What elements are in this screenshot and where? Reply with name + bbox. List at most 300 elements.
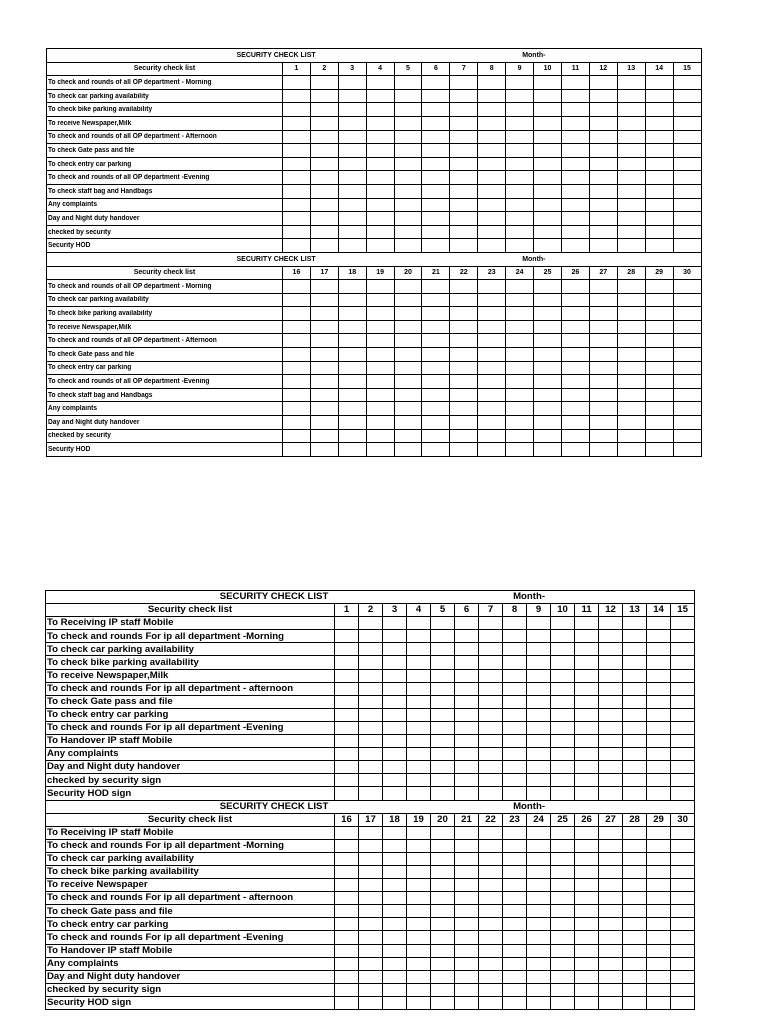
check-cell[interactable] bbox=[589, 198, 617, 212]
check-cell[interactable] bbox=[422, 375, 450, 389]
check-cell[interactable] bbox=[623, 617, 647, 630]
check-cell[interactable] bbox=[623, 918, 647, 931]
check-cell[interactable] bbox=[623, 748, 647, 761]
check-cell[interactable] bbox=[383, 983, 407, 996]
check-cell[interactable] bbox=[338, 429, 366, 443]
check-cell[interactable] bbox=[422, 171, 450, 185]
check-cell[interactable] bbox=[589, 416, 617, 430]
check-cell[interactable] bbox=[479, 996, 503, 1009]
check-cell[interactable] bbox=[575, 630, 599, 643]
check-cell[interactable] bbox=[551, 957, 575, 970]
check-cell[interactable] bbox=[589, 388, 617, 402]
check-cell[interactable] bbox=[394, 212, 422, 226]
check-cell[interactable] bbox=[310, 388, 338, 402]
check-cell[interactable] bbox=[671, 787, 695, 800]
check-cell[interactable] bbox=[534, 348, 562, 362]
check-cell[interactable] bbox=[394, 157, 422, 171]
check-cell[interactable] bbox=[599, 695, 623, 708]
check-cell[interactable] bbox=[506, 198, 534, 212]
check-cell[interactable] bbox=[283, 89, 311, 103]
check-cell[interactable] bbox=[310, 198, 338, 212]
check-cell[interactable] bbox=[335, 617, 359, 630]
check-cell[interactable] bbox=[310, 280, 338, 294]
check-cell[interactable] bbox=[589, 116, 617, 130]
check-cell[interactable] bbox=[645, 429, 673, 443]
check-cell[interactable] bbox=[503, 996, 527, 1009]
check-cell[interactable] bbox=[431, 918, 455, 931]
check-cell[interactable] bbox=[383, 918, 407, 931]
check-cell[interactable] bbox=[647, 787, 671, 800]
check-cell[interactable] bbox=[283, 348, 311, 362]
check-cell[interactable] bbox=[623, 996, 647, 1009]
check-cell[interactable] bbox=[366, 116, 394, 130]
check-cell[interactable] bbox=[479, 721, 503, 734]
check-cell[interactable] bbox=[551, 774, 575, 787]
check-cell[interactable] bbox=[283, 402, 311, 416]
check-cell[interactable] bbox=[589, 239, 617, 253]
check-cell[interactable] bbox=[394, 76, 422, 90]
check-cell[interactable] bbox=[599, 826, 623, 839]
check-cell[interactable] bbox=[422, 307, 450, 321]
check-cell[interactable] bbox=[359, 839, 383, 852]
check-cell[interactable] bbox=[383, 695, 407, 708]
check-cell[interactable] bbox=[645, 184, 673, 198]
check-cell[interactable] bbox=[310, 184, 338, 198]
check-cell[interactable] bbox=[647, 643, 671, 656]
check-cell[interactable] bbox=[359, 656, 383, 669]
check-cell[interactable] bbox=[383, 944, 407, 957]
check-cell[interactable] bbox=[534, 144, 562, 158]
check-cell[interactable] bbox=[534, 89, 562, 103]
check-cell[interactable] bbox=[575, 983, 599, 996]
check-cell[interactable] bbox=[534, 334, 562, 348]
check-cell[interactable] bbox=[394, 307, 422, 321]
check-cell[interactable] bbox=[617, 198, 645, 212]
check-cell[interactable] bbox=[623, 643, 647, 656]
check-cell[interactable] bbox=[431, 721, 455, 734]
check-cell[interactable] bbox=[671, 865, 695, 878]
check-cell[interactable] bbox=[623, 669, 647, 682]
check-cell[interactable] bbox=[338, 171, 366, 185]
check-cell[interactable] bbox=[575, 931, 599, 944]
check-cell[interactable] bbox=[383, 826, 407, 839]
check-cell[interactable] bbox=[422, 144, 450, 158]
check-cell[interactable] bbox=[283, 293, 311, 307]
check-cell[interactable] bbox=[431, 656, 455, 669]
check-cell[interactable] bbox=[407, 983, 431, 996]
check-cell[interactable] bbox=[283, 116, 311, 130]
check-cell[interactable] bbox=[617, 375, 645, 389]
check-cell[interactable] bbox=[671, 721, 695, 734]
check-cell[interactable] bbox=[359, 892, 383, 905]
check-cell[interactable] bbox=[479, 970, 503, 983]
check-cell[interactable] bbox=[551, 918, 575, 931]
check-cell[interactable] bbox=[561, 239, 589, 253]
check-cell[interactable] bbox=[503, 879, 527, 892]
check-cell[interactable] bbox=[589, 280, 617, 294]
check-cell[interactable] bbox=[450, 388, 478, 402]
check-cell[interactable] bbox=[599, 852, 623, 865]
check-cell[interactable] bbox=[503, 721, 527, 734]
check-cell[interactable] bbox=[645, 76, 673, 90]
check-cell[interactable] bbox=[422, 361, 450, 375]
check-cell[interactable] bbox=[431, 682, 455, 695]
check-cell[interactable] bbox=[503, 682, 527, 695]
check-cell[interactable] bbox=[589, 212, 617, 226]
check-cell[interactable] bbox=[407, 787, 431, 800]
check-cell[interactable] bbox=[422, 76, 450, 90]
check-cell[interactable] bbox=[450, 320, 478, 334]
check-cell[interactable] bbox=[623, 970, 647, 983]
check-cell[interactable] bbox=[527, 944, 551, 957]
check-cell[interactable] bbox=[671, 970, 695, 983]
check-cell[interactable] bbox=[617, 320, 645, 334]
check-cell[interactable] bbox=[647, 761, 671, 774]
check-cell[interactable] bbox=[383, 761, 407, 774]
check-cell[interactable] bbox=[527, 957, 551, 970]
check-cell[interactable] bbox=[310, 375, 338, 389]
check-cell[interactable] bbox=[335, 931, 359, 944]
check-cell[interactable] bbox=[551, 708, 575, 721]
check-cell[interactable] bbox=[645, 225, 673, 239]
check-cell[interactable] bbox=[335, 957, 359, 970]
check-cell[interactable] bbox=[310, 443, 338, 457]
check-cell[interactable] bbox=[407, 682, 431, 695]
check-cell[interactable] bbox=[407, 905, 431, 918]
check-cell[interactable] bbox=[617, 388, 645, 402]
check-cell[interactable] bbox=[551, 682, 575, 695]
check-cell[interactable] bbox=[478, 116, 506, 130]
check-cell[interactable] bbox=[673, 198, 701, 212]
check-cell[interactable] bbox=[366, 416, 394, 430]
check-cell[interactable] bbox=[617, 307, 645, 321]
check-cell[interactable] bbox=[335, 774, 359, 787]
check-cell[interactable] bbox=[671, 748, 695, 761]
check-cell[interactable] bbox=[647, 630, 671, 643]
check-cell[interactable] bbox=[359, 761, 383, 774]
check-cell[interactable] bbox=[478, 280, 506, 294]
check-cell[interactable] bbox=[506, 239, 534, 253]
check-cell[interactable] bbox=[673, 184, 701, 198]
check-cell[interactable] bbox=[431, 865, 455, 878]
check-cell[interactable] bbox=[503, 630, 527, 643]
check-cell[interactable] bbox=[478, 239, 506, 253]
check-cell[interactable] bbox=[478, 130, 506, 144]
check-cell[interactable] bbox=[407, 774, 431, 787]
check-cell[interactable] bbox=[283, 76, 311, 90]
check-cell[interactable] bbox=[623, 983, 647, 996]
check-cell[interactable] bbox=[673, 429, 701, 443]
check-cell[interactable] bbox=[422, 198, 450, 212]
check-cell[interactable] bbox=[647, 708, 671, 721]
check-cell[interactable] bbox=[455, 970, 479, 983]
check-cell[interactable] bbox=[617, 239, 645, 253]
check-cell[interactable] bbox=[366, 334, 394, 348]
check-cell[interactable] bbox=[647, 682, 671, 695]
check-cell[interactable] bbox=[431, 931, 455, 944]
check-cell[interactable] bbox=[422, 402, 450, 416]
check-cell[interactable] bbox=[359, 721, 383, 734]
check-cell[interactable] bbox=[623, 721, 647, 734]
check-cell[interactable] bbox=[359, 617, 383, 630]
check-cell[interactable] bbox=[478, 212, 506, 226]
check-cell[interactable] bbox=[623, 852, 647, 865]
check-cell[interactable] bbox=[335, 944, 359, 957]
check-cell[interactable] bbox=[534, 320, 562, 334]
check-cell[interactable] bbox=[366, 375, 394, 389]
check-cell[interactable] bbox=[335, 630, 359, 643]
check-cell[interactable] bbox=[431, 617, 455, 630]
check-cell[interactable] bbox=[383, 617, 407, 630]
check-cell[interactable] bbox=[647, 617, 671, 630]
check-cell[interactable] bbox=[478, 334, 506, 348]
check-cell[interactable] bbox=[407, 748, 431, 761]
check-cell[interactable] bbox=[366, 293, 394, 307]
check-cell[interactable] bbox=[335, 918, 359, 931]
check-cell[interactable] bbox=[527, 839, 551, 852]
check-cell[interactable] bbox=[506, 212, 534, 226]
check-cell[interactable] bbox=[575, 708, 599, 721]
check-cell[interactable] bbox=[599, 735, 623, 748]
check-cell[interactable] bbox=[503, 787, 527, 800]
check-cell[interactable] bbox=[335, 996, 359, 1009]
check-cell[interactable] bbox=[534, 402, 562, 416]
check-cell[interactable] bbox=[394, 361, 422, 375]
check-cell[interactable] bbox=[335, 643, 359, 656]
check-cell[interactable] bbox=[359, 996, 383, 1009]
check-cell[interactable] bbox=[589, 144, 617, 158]
check-cell[interactable] bbox=[479, 852, 503, 865]
check-cell[interactable] bbox=[534, 280, 562, 294]
check-cell[interactable] bbox=[450, 375, 478, 389]
check-cell[interactable] bbox=[506, 76, 534, 90]
check-cell[interactable] bbox=[671, 761, 695, 774]
check-cell[interactable] bbox=[478, 375, 506, 389]
check-cell[interactable] bbox=[589, 348, 617, 362]
check-cell[interactable] bbox=[617, 130, 645, 144]
check-cell[interactable] bbox=[450, 334, 478, 348]
check-cell[interactable] bbox=[671, 957, 695, 970]
check-cell[interactable] bbox=[366, 239, 394, 253]
check-cell[interactable] bbox=[422, 416, 450, 430]
check-cell[interactable] bbox=[310, 89, 338, 103]
check-cell[interactable] bbox=[478, 293, 506, 307]
check-cell[interactable] bbox=[478, 361, 506, 375]
check-cell[interactable] bbox=[645, 212, 673, 226]
check-cell[interactable] bbox=[534, 375, 562, 389]
check-cell[interactable] bbox=[359, 983, 383, 996]
check-cell[interactable] bbox=[589, 293, 617, 307]
check-cell[interactable] bbox=[450, 89, 478, 103]
check-cell[interactable] bbox=[503, 970, 527, 983]
check-cell[interactable] bbox=[450, 171, 478, 185]
check-cell[interactable] bbox=[671, 682, 695, 695]
check-cell[interactable] bbox=[431, 826, 455, 839]
check-cell[interactable] bbox=[431, 748, 455, 761]
check-cell[interactable] bbox=[310, 293, 338, 307]
check-cell[interactable] bbox=[671, 695, 695, 708]
check-cell[interactable] bbox=[479, 918, 503, 931]
check-cell[interactable] bbox=[455, 682, 479, 695]
check-cell[interactable] bbox=[450, 239, 478, 253]
check-cell[interactable] bbox=[310, 157, 338, 171]
check-cell[interactable] bbox=[673, 212, 701, 226]
check-cell[interactable] bbox=[335, 826, 359, 839]
check-cell[interactable] bbox=[407, 695, 431, 708]
check-cell[interactable] bbox=[478, 388, 506, 402]
check-cell[interactable] bbox=[575, 892, 599, 905]
check-cell[interactable] bbox=[366, 198, 394, 212]
check-cell[interactable] bbox=[479, 643, 503, 656]
check-cell[interactable] bbox=[623, 839, 647, 852]
check-cell[interactable] bbox=[671, 905, 695, 918]
check-cell[interactable] bbox=[561, 334, 589, 348]
check-cell[interactable] bbox=[527, 643, 551, 656]
check-cell[interactable] bbox=[407, 839, 431, 852]
check-cell[interactable] bbox=[359, 957, 383, 970]
check-cell[interactable] bbox=[623, 695, 647, 708]
check-cell[interactable] bbox=[422, 103, 450, 117]
check-cell[interactable] bbox=[310, 225, 338, 239]
check-cell[interactable] bbox=[338, 89, 366, 103]
check-cell[interactable] bbox=[503, 905, 527, 918]
check-cell[interactable] bbox=[623, 957, 647, 970]
check-cell[interactable] bbox=[422, 348, 450, 362]
check-cell[interactable] bbox=[561, 89, 589, 103]
check-cell[interactable] bbox=[478, 144, 506, 158]
check-cell[interactable] bbox=[366, 130, 394, 144]
check-cell[interactable] bbox=[647, 957, 671, 970]
check-cell[interactable] bbox=[575, 682, 599, 695]
check-cell[interactable] bbox=[394, 416, 422, 430]
check-cell[interactable] bbox=[283, 307, 311, 321]
check-cell[interactable] bbox=[617, 212, 645, 226]
check-cell[interactable] bbox=[534, 388, 562, 402]
check-cell[interactable] bbox=[383, 787, 407, 800]
check-cell[interactable] bbox=[671, 931, 695, 944]
check-cell[interactable] bbox=[422, 280, 450, 294]
check-cell[interactable] bbox=[671, 630, 695, 643]
check-cell[interactable] bbox=[561, 348, 589, 362]
check-cell[interactable] bbox=[407, 617, 431, 630]
check-cell[interactable] bbox=[673, 280, 701, 294]
check-cell[interactable] bbox=[383, 996, 407, 1009]
check-cell[interactable] bbox=[310, 212, 338, 226]
check-cell[interactable] bbox=[479, 892, 503, 905]
check-cell[interactable] bbox=[407, 970, 431, 983]
check-cell[interactable] bbox=[394, 239, 422, 253]
check-cell[interactable] bbox=[431, 761, 455, 774]
check-cell[interactable] bbox=[394, 320, 422, 334]
check-cell[interactable] bbox=[506, 89, 534, 103]
check-cell[interactable] bbox=[599, 787, 623, 800]
check-cell[interactable] bbox=[478, 416, 506, 430]
check-cell[interactable] bbox=[383, 708, 407, 721]
check-cell[interactable] bbox=[617, 280, 645, 294]
check-cell[interactable] bbox=[422, 443, 450, 457]
check-cell[interactable] bbox=[623, 630, 647, 643]
check-cell[interactable] bbox=[478, 198, 506, 212]
check-cell[interactable] bbox=[479, 682, 503, 695]
check-cell[interactable] bbox=[534, 225, 562, 239]
check-cell[interactable] bbox=[366, 212, 394, 226]
check-cell[interactable] bbox=[647, 748, 671, 761]
check-cell[interactable] bbox=[503, 643, 527, 656]
check-cell[interactable] bbox=[455, 865, 479, 878]
check-cell[interactable] bbox=[575, 787, 599, 800]
check-cell[interactable] bbox=[283, 334, 311, 348]
check-cell[interactable] bbox=[527, 695, 551, 708]
check-cell[interactable] bbox=[503, 761, 527, 774]
check-cell[interactable] bbox=[283, 171, 311, 185]
check-cell[interactable] bbox=[671, 983, 695, 996]
check-cell[interactable] bbox=[506, 429, 534, 443]
check-cell[interactable] bbox=[561, 198, 589, 212]
check-cell[interactable] bbox=[645, 361, 673, 375]
check-cell[interactable] bbox=[575, 774, 599, 787]
check-cell[interactable] bbox=[575, 721, 599, 734]
check-cell[interactable] bbox=[503, 852, 527, 865]
check-cell[interactable] bbox=[407, 892, 431, 905]
check-cell[interactable] bbox=[647, 826, 671, 839]
check-cell[interactable] bbox=[310, 348, 338, 362]
check-cell[interactable] bbox=[527, 905, 551, 918]
check-cell[interactable] bbox=[335, 721, 359, 734]
check-cell[interactable] bbox=[455, 721, 479, 734]
check-cell[interactable] bbox=[338, 157, 366, 171]
check-cell[interactable] bbox=[455, 839, 479, 852]
check-cell[interactable] bbox=[422, 116, 450, 130]
check-cell[interactable] bbox=[383, 865, 407, 878]
check-cell[interactable] bbox=[455, 643, 479, 656]
check-cell[interactable] bbox=[394, 184, 422, 198]
check-cell[interactable] bbox=[335, 656, 359, 669]
check-cell[interactable] bbox=[431, 892, 455, 905]
check-cell[interactable] bbox=[534, 429, 562, 443]
check-cell[interactable] bbox=[450, 280, 478, 294]
check-cell[interactable] bbox=[551, 826, 575, 839]
check-cell[interactable] bbox=[506, 157, 534, 171]
check-cell[interactable] bbox=[551, 892, 575, 905]
check-cell[interactable] bbox=[506, 375, 534, 389]
check-cell[interactable] bbox=[450, 429, 478, 443]
check-cell[interactable] bbox=[407, 735, 431, 748]
check-cell[interactable] bbox=[479, 983, 503, 996]
check-cell[interactable] bbox=[671, 669, 695, 682]
check-cell[interactable] bbox=[575, 669, 599, 682]
check-cell[interactable] bbox=[506, 320, 534, 334]
check-cell[interactable] bbox=[599, 879, 623, 892]
check-cell[interactable] bbox=[506, 348, 534, 362]
check-cell[interactable] bbox=[394, 225, 422, 239]
check-cell[interactable] bbox=[359, 970, 383, 983]
check-cell[interactable] bbox=[645, 171, 673, 185]
check-cell[interactable] bbox=[575, 695, 599, 708]
check-cell[interactable] bbox=[527, 735, 551, 748]
check-cell[interactable] bbox=[527, 996, 551, 1009]
check-cell[interactable] bbox=[647, 996, 671, 1009]
check-cell[interactable] bbox=[599, 656, 623, 669]
check-cell[interactable] bbox=[359, 852, 383, 865]
check-cell[interactable] bbox=[527, 826, 551, 839]
check-cell[interactable] bbox=[383, 630, 407, 643]
check-cell[interactable] bbox=[283, 130, 311, 144]
check-cell[interactable] bbox=[455, 748, 479, 761]
check-cell[interactable] bbox=[506, 388, 534, 402]
check-cell[interactable] bbox=[431, 852, 455, 865]
check-cell[interactable] bbox=[310, 144, 338, 158]
check-cell[interactable] bbox=[310, 402, 338, 416]
